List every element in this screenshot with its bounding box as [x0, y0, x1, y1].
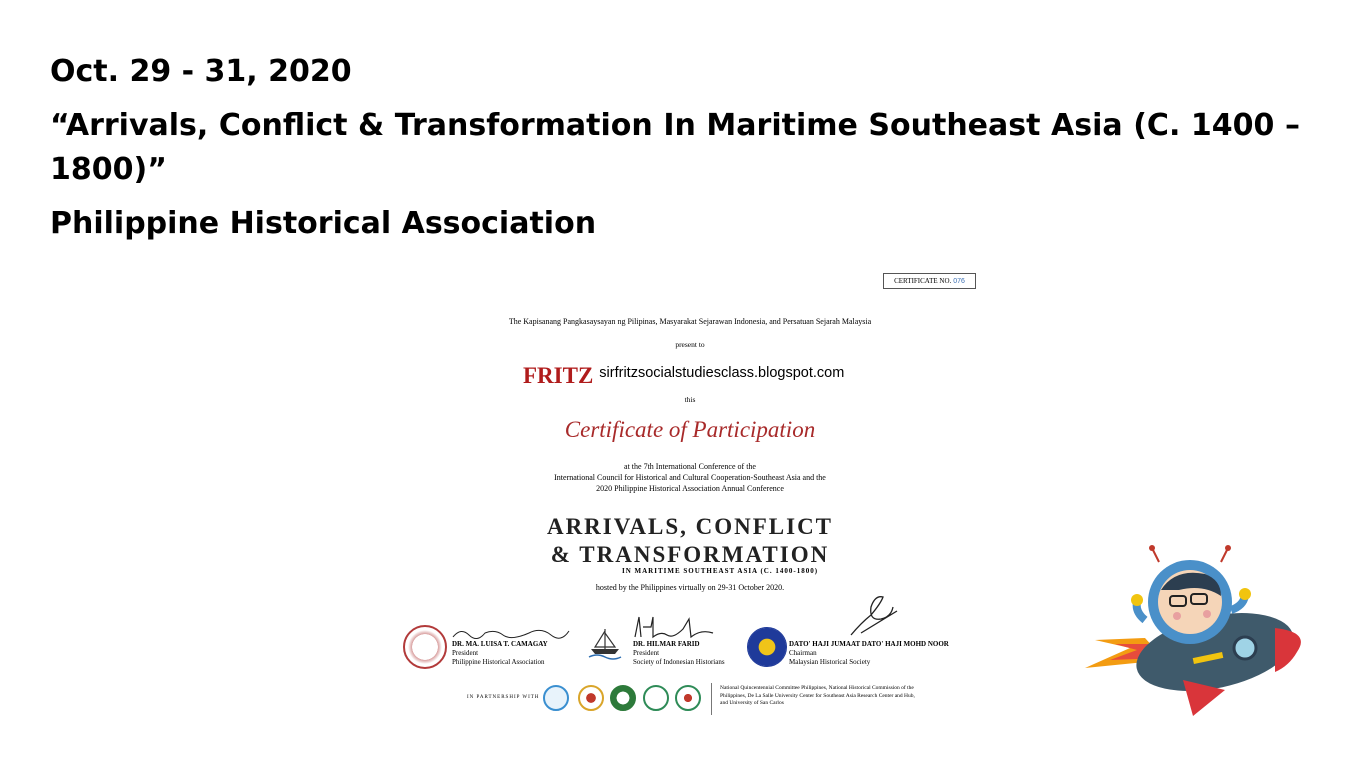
signatory-2-role: President: [633, 649, 660, 657]
partners-divider: [711, 683, 712, 715]
certificate-number-label: CERTIFICATE NO.: [894, 277, 952, 285]
signatory-1-role: President: [452, 649, 479, 657]
signatory-2-name: DR. HILMAR FARID: [633, 640, 700, 648]
dlsu-logo-icon: [610, 685, 636, 711]
event-title-line-2: & TRANSFORMATION: [550, 542, 830, 567]
astronaut-rocket-illustration: [1075, 540, 1310, 725]
conference-line-2: International Council for Historical and Cultural Cooperation-Southeast Asia and the: [554, 473, 826, 482]
recipient-row: [523, 363, 844, 389]
conference-description: [395, 461, 985, 494]
certificate-presenters: The Kapisanang Pangkasaysayan ng Pilipinas, Masyarakat Sejarawan Indonesia, and Persatuan Sejarah Malaysia: [508, 317, 872, 326]
partners-text: National Quincentennial Committee Philippines, National Historical Commission of the Philippines, De La Salle University Center for Southeast Asia Research Center and Hub, and University of San Carlos: [720, 685, 915, 706]
slide-organization: Philippine Historical Association: [50, 206, 597, 241]
blog-watermark: sirfritzsocialstudiesclass.blogspot.com: [599, 365, 845, 381]
signature-camagay: [451, 625, 571, 641]
certificate-image: [395, 265, 985, 725]
certificate-title: Certificate of Participation: [564, 417, 816, 442]
usc-logo-icon: [675, 685, 701, 711]
signature-noor: [841, 593, 901, 639]
signatory-2: [633, 640, 725, 667]
partnership-label: IN PARTNERSHIP WITH: [467, 695, 540, 700]
mhs-seal-icon: [747, 627, 787, 667]
pha-seal-icon: [403, 625, 447, 669]
hosted-text: hosted by the Philippines virtually on 29-31 October 2020.: [595, 583, 785, 592]
slide-date: Oct. 29 - 31, 2020: [50, 54, 352, 89]
signatory-1: [452, 640, 548, 667]
signatory-3: [789, 640, 949, 667]
event-subtitle: IN MARITIME SOUTHEAST ASIA (C. 1400-1800): [621, 567, 819, 575]
signatory-3-org: Malaysian Historical Society: [789, 658, 871, 666]
ship-logo-icon: [587, 627, 623, 661]
slide-title: “Arrivals, Conflict & Transformation In Maritime Southeast Asia (C. 1400 – 1800)”: [50, 108, 1300, 187]
signature-farid: [631, 613, 715, 643]
certificate-number-box: [883, 273, 976, 289]
signatory-1-org: Philippine Historical Association: [452, 658, 545, 666]
recipient-name: FRITZ: [523, 363, 594, 388]
signatory-3-role: Chairman: [789, 649, 817, 657]
conference-line-3: 2020 Philippine Historical Association Annual Conference: [596, 484, 784, 493]
conference-line-1: at the 7th International Conference of the: [624, 462, 756, 471]
nhcp-logo-icon: [578, 685, 604, 711]
event-title-line-1: ARRIVALS, CONFLICT: [546, 514, 834, 539]
this-text: this: [684, 395, 696, 404]
event-title: [395, 513, 985, 569]
certificate-number: 076: [953, 278, 965, 285]
signatory-2-org: Society of Indonesian Historians: [633, 658, 725, 666]
present-to-text: present to: [675, 340, 705, 349]
signatory-1-name: DR. MA. LUISA T. CAMAGAY: [452, 640, 548, 648]
quincentennial-logo-icon: [543, 685, 569, 711]
search-logo-icon: [643, 685, 669, 711]
signatory-3-name: DATO' HAJI JUMAAT DATO' HAJI MOHD NOOR: [789, 640, 949, 648]
